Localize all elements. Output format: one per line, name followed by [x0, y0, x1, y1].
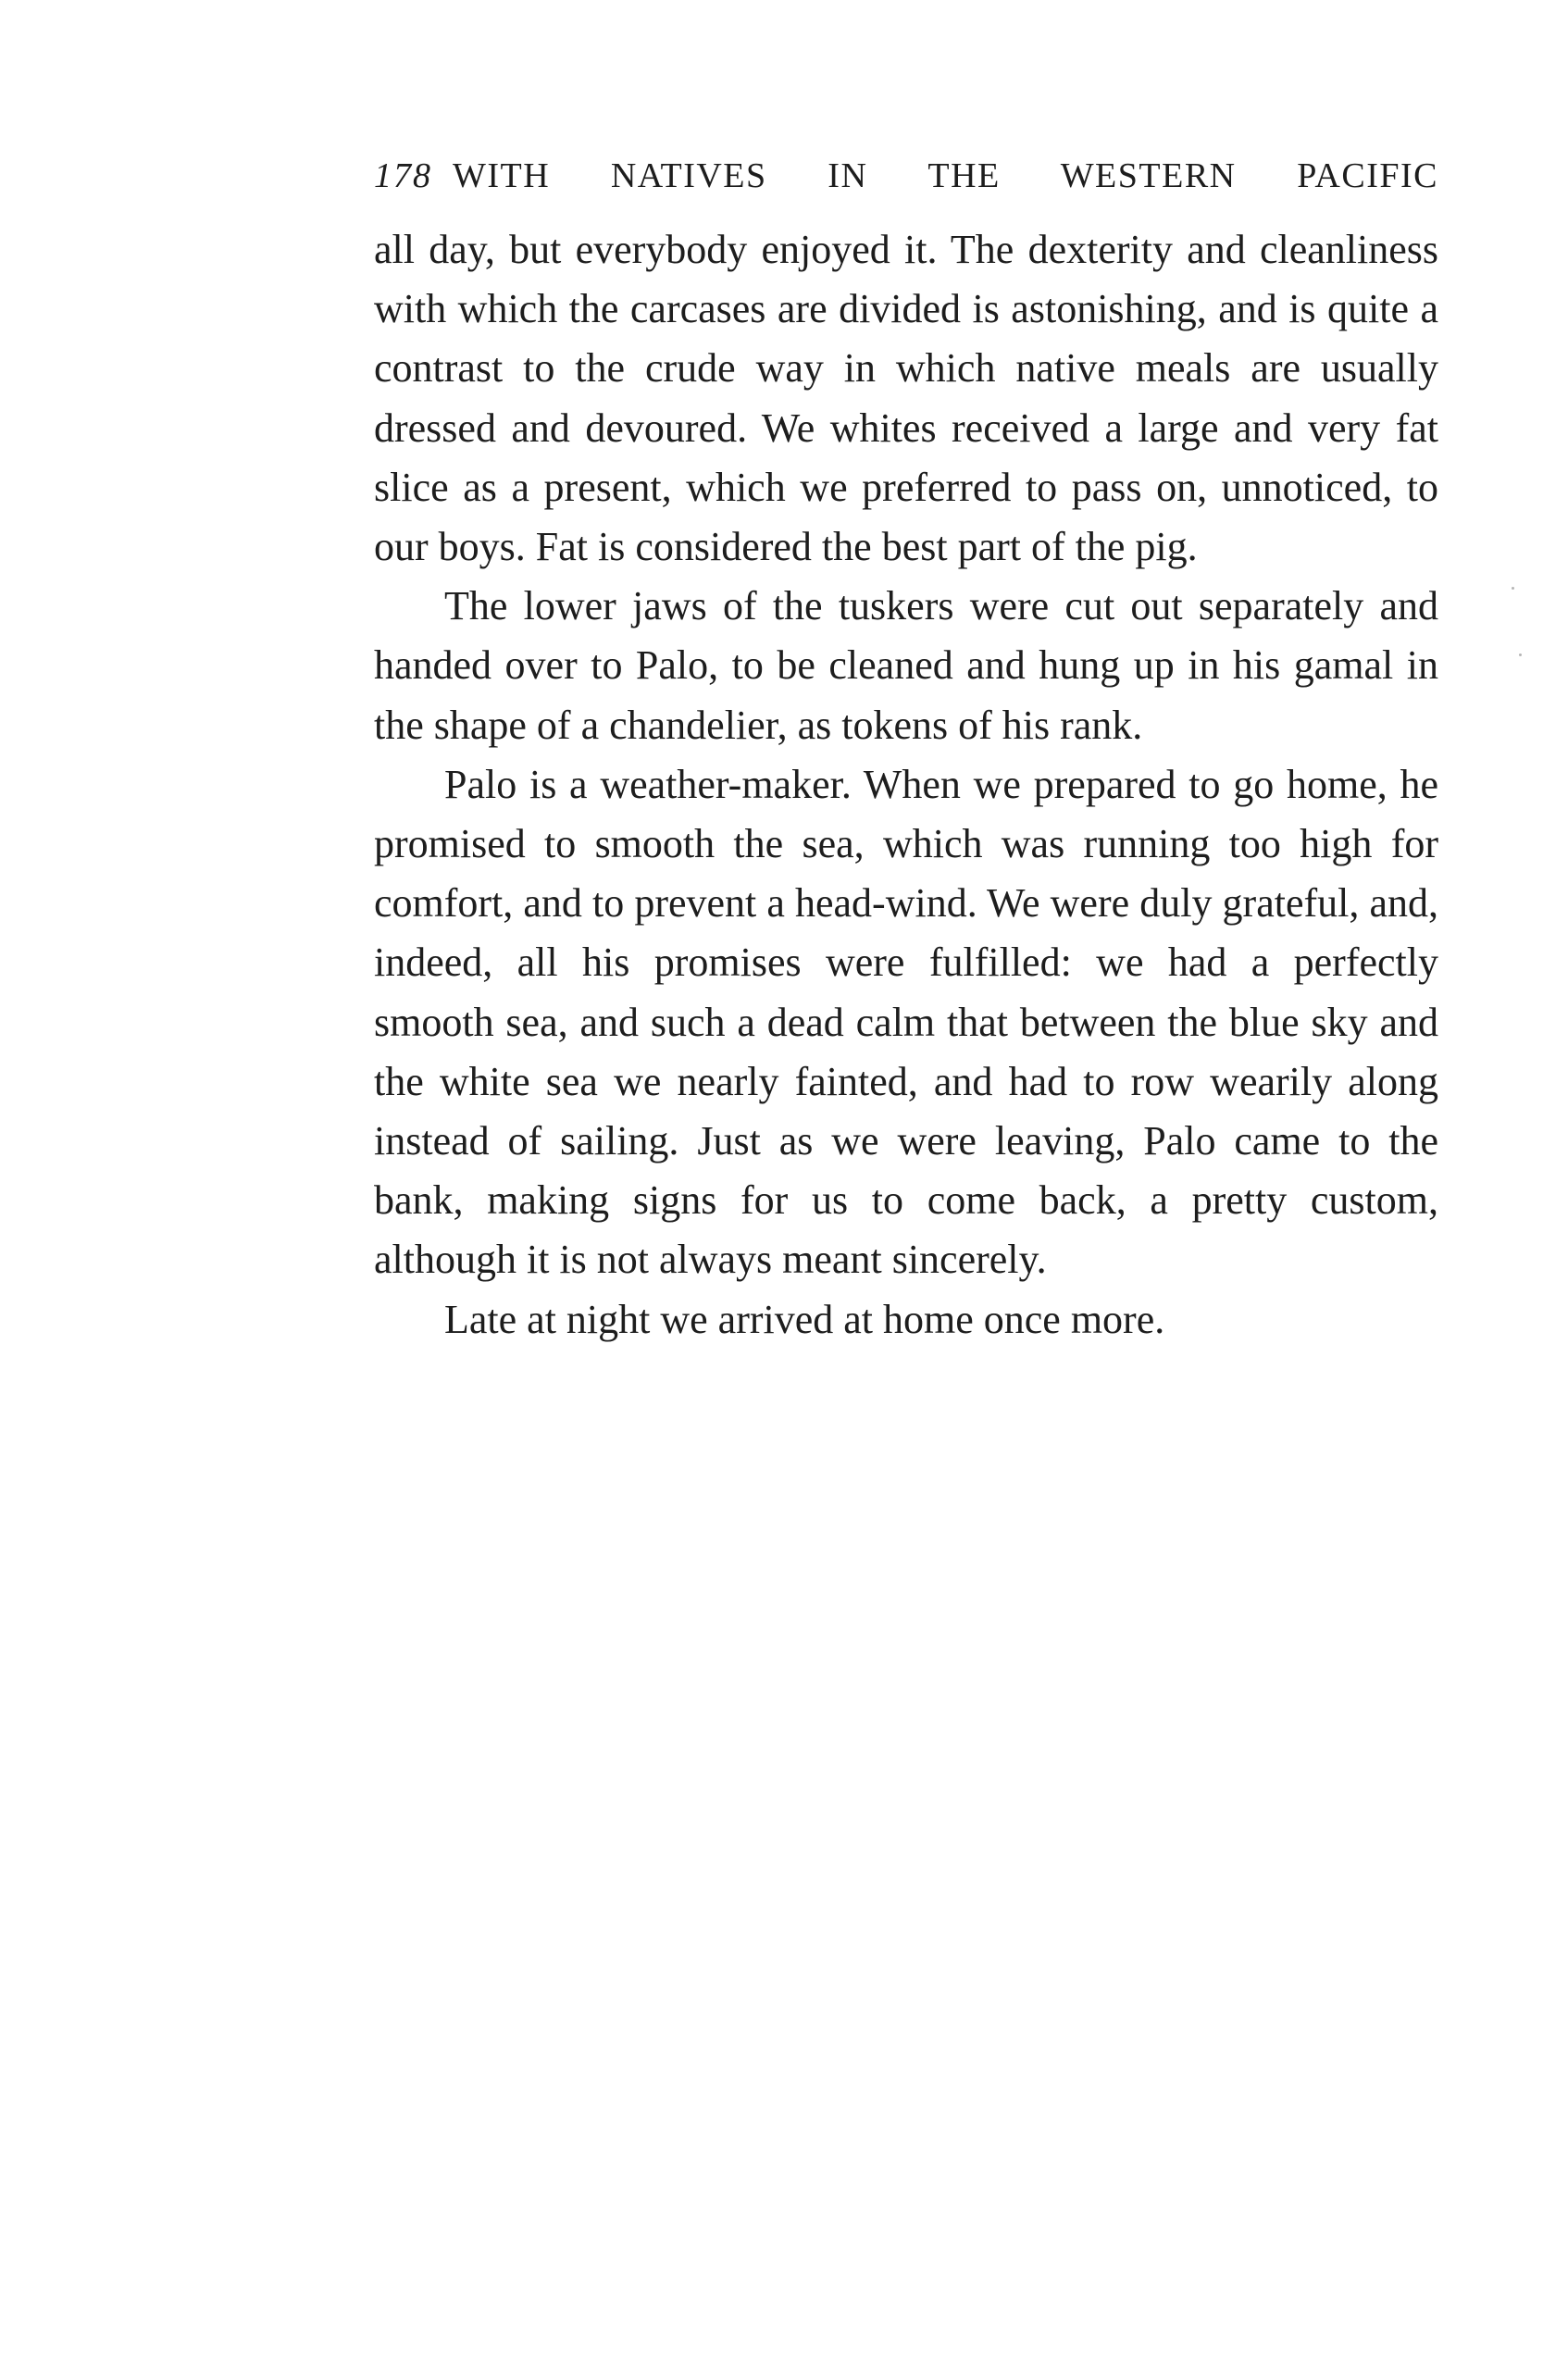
book-page — [374, 156, 1438, 1350]
paragraph-jaws: The lower jaws of the tuskers were cut out separately and handed over to Palo, to be cleaned and hung up in his gamal in the shape of a chandelier, as tokens of his rank. — [374, 583, 1438, 748]
page-number: 178 — [374, 156, 432, 195]
paper-speck — [1512, 587, 1514, 590]
running-title: WITH NATIVES IN THE WESTERN PACIFIC — [453, 156, 1438, 195]
paragraph-continued: all day, but everybody enjoyed it. The dexterity and cleanliness with which the carcases are divided is astonishing, and is quite a contrast to the crude way in which native meals are usually dressed and devoured. We whites received a large and very fat slice as a present, which we preferred to pass on, unnoticed, to our boys. Fat is considered the best part of the pig. — [374, 227, 1438, 570]
body-text — [374, 220, 1438, 1350]
paragraph-arrival: Late at night we arrived at home once more. — [444, 1296, 1165, 1342]
paper-speck — [1519, 653, 1522, 656]
paragraph-weather-maker: Palo is a weather-maker. When we prepared to go home, he promised to smooth the sea, which was running too high for comfort, and to prevent a head-wind. We were duly grateful, and, indeed, all his promises were fulfilled: we had a perfectly smooth sea, and such a dead calm that between the blue sky and the white sea we nearly fainted, and had to row wearily along instead of sailing. Just as we were leaving, Palo came to the bank, making signs for us to come back, a pretty custom, although it is not always meant sincerely. — [374, 761, 1438, 1283]
running-header — [374, 156, 1438, 207]
